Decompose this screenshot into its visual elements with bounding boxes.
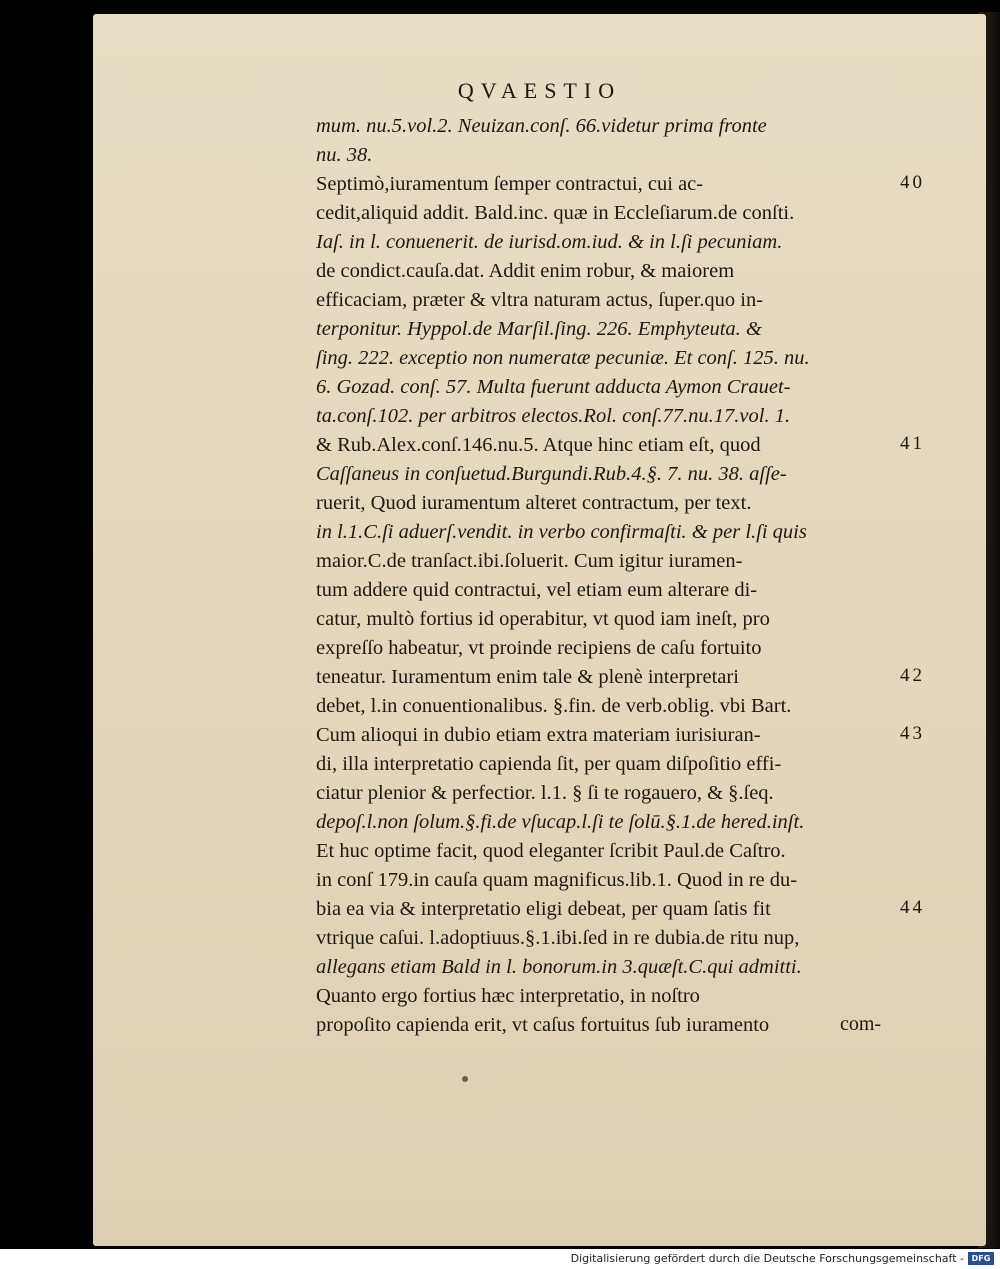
- dfg-logo: DFG: [968, 1252, 994, 1265]
- running-header: QVAESTIO: [457, 78, 622, 103]
- text-line: maior.C.de tranſact.ibi.ſoluerit. Cum igitur iuramen-: [316, 550, 743, 572]
- text-line: de condict.cauſa.dat. Addit enim robur, & maiorem: [316, 260, 735, 282]
- margin-number: 42: [900, 665, 925, 686]
- text-line: ciatur plenior & perfectior. l.1. § ſi te rogauero, & §.ſeq.: [316, 782, 774, 804]
- page-body-text: [316, 112, 896, 1040]
- text-line: tum addere quid contractui, vel etiam eum alterare di-: [316, 579, 758, 601]
- text-line: in conſ 179.in cauſa quam magnificus.lib.1. Quod in re du-: [316, 869, 798, 891]
- text-line: depoſ.l.non ſolum.§.fi.de vſucap.l.ſi te ſolū.§.1.de hered.inſt.: [316, 811, 805, 833]
- margin-number: 40: [900, 172, 925, 193]
- text-line: ruerit, Quod iuramentum alteret contractum, per text.: [316, 492, 752, 514]
- text-line: teneatur. Iuramentum enim tale & plenè interpretari: [316, 666, 739, 688]
- paper-speck: [462, 1076, 468, 1082]
- text-line: Septimò,iuramentum ſemper contractui, cui ac-: [316, 173, 704, 195]
- text-line: Quanto ergo fortius hæc interpretatio, in noſtro: [316, 985, 700, 1007]
- text-line: Cum alioqui in dubio etiam extra materiam iurisiuran-: [316, 724, 761, 746]
- text-line: expreſſo habeatur, vt proinde recipiens de caſu fortuito: [316, 637, 762, 659]
- text-line: terponitur. Hyppol.de Marſil.ſing. 226. Emphyteuta. &: [316, 318, 762, 340]
- text-line: vtrique caſui. l.adoptiuus.§.1.ibi.ſed in re dubia.de ritu nup,: [316, 927, 800, 949]
- margin-number: 44: [900, 897, 925, 918]
- text-line: & Rub.Alex.conſ.146.nu.5. Atque hinc etiam eſt, quod: [316, 434, 761, 456]
- text-line: Caſſaneus in conſuetud.Burgundi.Rub.4.§. 7. nu. 38. aſſe-: [316, 463, 787, 485]
- text-line: propoſito capienda erit, vt caſus fortuitus ſub iuramento: [316, 1014, 770, 1036]
- text-line: efficaciam, præter & vltra naturam actus, ſuper.quo in-: [316, 289, 764, 311]
- text-line: nu. 38.: [316, 144, 373, 166]
- footer-credit: Digitalisierung gefördert durch die Deutsche Forschungsgemeinschaft -: [570, 1252, 964, 1265]
- text-line: ſing. 222. exceptio non numeratæ pecuniæ. Et conſ. 125. nu.: [316, 347, 810, 369]
- margin-number: 41: [900, 433, 925, 454]
- text-line: 6. Gozad. conſ. 57. Multa fuerunt adducta Aymon Crauet-: [316, 376, 791, 398]
- text-line: ta.conſ.102. per arbitros electos.Rol. conſ.77.nu.17.vol. 1.: [316, 405, 791, 427]
- text-line: catur, multò fortius id operabitur, vt quod iam ineſt, pro: [316, 608, 770, 630]
- text-line: mum. nu.5.vol.2. Neuizan.conſ. 66.videtur prima fronte: [316, 115, 767, 137]
- text-line: Et huc optime facit, quod eleganter ſcribit Paul.de Caſtro.: [316, 840, 786, 862]
- text-line: allegans etiam Bald in l. bonorum.in 3.quæſt.C.qui admitti.: [316, 956, 802, 978]
- text-line: Iaſ. in l. conuenerit. de iurisd.om.iud. & in l.ſi pecuniam.: [316, 231, 783, 253]
- text-line: in l.1.C.ſi aduerſ.vendit. in verbo confirmaſti. & per l.ſi quis: [316, 521, 807, 543]
- text-line: di, illa interpretatio capienda ſit, per quam diſpoſitio effi-: [316, 753, 782, 775]
- catchword: com-: [840, 1013, 882, 1035]
- text-line: bia ea via & interpretatio eligi debeat, per quam ſatis fit: [316, 898, 771, 920]
- margin-number: 43: [900, 723, 925, 744]
- text-line: cedit,aliquid addit. Bald.inc. quæ in Eccleſiarum.de conſti.: [316, 202, 795, 224]
- text-line: debet, l.in conuentionalibus. §.fin. de verb.oblig. vbi Bart.: [316, 695, 792, 717]
